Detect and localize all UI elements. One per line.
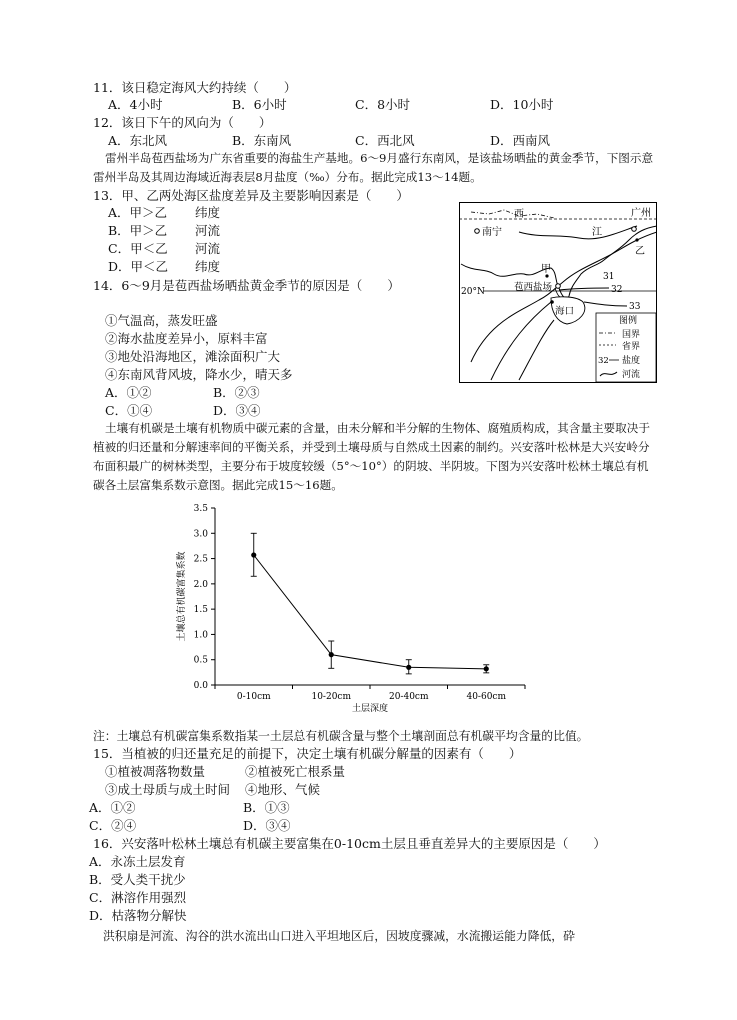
q16-option-c[interactable]: C．淋溶作用强烈 — [89, 890, 187, 905]
y-tick-label: 1.0 — [193, 630, 208, 641]
q13-option-d[interactable] — [108, 259, 221, 275]
q13-option-b-relation: B．甲＞乙 — [108, 223, 168, 238]
q14-option-d[interactable]: D．③④ — [213, 403, 261, 418]
x-tick-label: 40-60cm — [466, 692, 507, 702]
soil-carbon-chart — [170, 500, 540, 725]
q15-option-c[interactable]: C．②④ — [89, 818, 137, 833]
passage-saltfield: 雷州半岛苞西盐场为广东省重要的海盐生产基地。6～9月盛行东南风，是该盐场晒盐的黄金季节，下图示意雷州半岛及其周边海域近海表层8月盐度（‰）分布。据此完成13～14题。 — [93, 151, 654, 184]
q13-option-c[interactable] — [108, 241, 221, 257]
y-tick-label: 3.0 — [193, 529, 208, 540]
map-legend — [596, 313, 656, 382]
q11-option-a[interactable]: A．4小时 — [108, 97, 163, 112]
legend-salinity-label: 盐度 — [622, 356, 641, 366]
q14-item-2: ②海水盐度差异小，原料丰富 — [105, 331, 268, 346]
q11-option-c[interactable]: C．8小时 — [355, 97, 411, 112]
q15-option-a[interactable]: A．①② — [89, 800, 136, 815]
label-31: 31 — [603, 272, 615, 282]
q15-item-1: ①植被凋落物数量 — [105, 764, 206, 779]
y-tick-label: 0.5 — [193, 655, 208, 666]
q14-option-b[interactable]: B．②③ — [213, 385, 260, 400]
label-jia: 甲 — [541, 264, 551, 275]
q11-option-d[interactable]: D．10小时 — [490, 97, 554, 112]
label-yi: 乙 — [635, 246, 645, 257]
q14-item-1: ①气温高，蒸发旺盛 — [105, 313, 218, 328]
q12-option-d[interactable]: D．西南风 — [490, 133, 551, 148]
q13-option-c-relation: C．甲＜乙 — [108, 241, 168, 256]
q15-option-d[interactable]: D．③④ — [243, 818, 291, 833]
nanning-point — [475, 229, 480, 234]
legend-salinity-sample: 32 — [598, 356, 609, 366]
label-saltfield: 苞西盐场 — [514, 282, 553, 293]
q16-option-d[interactable]: D．枯落物分解快 — [89, 908, 187, 923]
data-point — [484, 666, 489, 671]
label-haikou: 海口 — [555, 306, 575, 317]
label-guangzhou: 广州 — [631, 208, 651, 219]
x-tick-label: 10-20cm — [311, 692, 352, 702]
q13-stem: 13．甲、乙两处海区盐度差异及主要影响因素是（ ） — [93, 188, 409, 203]
chart-note: 注：土壤总有机碳富集系数指某一土层总有机碳含量与整个土壤剖面总有机碳平均含量的比值。 — [93, 729, 589, 743]
label-33: 33 — [629, 302, 641, 312]
q11-stem: 11．该日稳定海风大约持续（ ） — [93, 80, 297, 95]
yi-point — [635, 238, 638, 241]
q14-item-3: ③地处沿海地区，滩涂面积广大 — [105, 349, 281, 364]
q15-stem: 15．当植被的归还量充足的前提下，决定土壤有机碳分解量的因素有（ ） — [93, 746, 522, 761]
legend-title: 图例 — [619, 316, 638, 326]
guangzhou-point — [632, 227, 637, 232]
q13-option-d-factor: 纬度 — [195, 259, 221, 274]
legend-river-label: 河流 — [622, 370, 641, 380]
haikou-point — [550, 300, 554, 304]
data-point — [329, 652, 334, 657]
q13-option-b-factor: 河流 — [195, 223, 221, 238]
q16-option-b[interactable]: B．受人类干扰少 — [89, 872, 186, 887]
data-point — [251, 552, 256, 557]
passage-alluvial-fan: 洪积扇是河流、沟谷的洪水流出山口进入平坦地区后，因坡度骤减，水流搬运能力降低，砕 — [103, 929, 575, 943]
q12-option-a[interactable]: A．东北风 — [108, 133, 168, 148]
q15-option-b[interactable]: B．①③ — [243, 800, 290, 815]
data-point — [406, 665, 411, 670]
legend-national-label: 国界 — [622, 330, 641, 340]
q13-option-a-factor: 纬度 — [195, 205, 221, 220]
q14-option-a[interactable]: A．①② — [105, 385, 152, 400]
q16-option-a[interactable]: A．永冻土层发育 — [89, 854, 186, 869]
label-32: 32 — [611, 285, 623, 295]
q14-item-4: ④东南风背风坡，降水少，晴天多 — [105, 367, 293, 382]
series-line — [254, 555, 487, 669]
q13-option-c-factor: 河流 — [195, 241, 221, 256]
q16-stem: 16．兴安落叶松林土壤总有机碳主要富集在0-10cm土层且垂直差异大的主要原因是（ ） — [93, 836, 606, 851]
label-jiang: 江 — [592, 227, 602, 238]
q12-stem: 12．该日下午的风向为（ ） — [93, 115, 272, 130]
q15-item-4: ④地形、气候 — [245, 782, 321, 797]
label-nanning: 南宁 — [482, 227, 502, 238]
y-tick-label: 1.5 — [193, 605, 208, 616]
q13-option-d-relation: D．甲＜乙 — [108, 259, 169, 274]
legend-provincial-label: 省界 — [622, 342, 641, 352]
q14-option-c[interactable]: C．①④ — [105, 403, 153, 418]
y-axis-title: 土壤总有机碳富集系数 — [177, 551, 187, 642]
x-tick-label: 20-40cm — [388, 692, 429, 702]
y-tick-label: 2.0 — [193, 579, 208, 590]
y-tick-label: 0.0 — [193, 681, 208, 691]
q15-item-3: ③成土母质与成土时间 — [105, 782, 231, 797]
x-axis-title: 土层深度 — [351, 704, 389, 714]
q15-item-2: ②植被死亡根系量 — [245, 764, 346, 779]
label-xi: 西 — [514, 209, 524, 220]
label-20n: 20°N — [461, 287, 485, 297]
y-tick-label: 3.5 — [193, 504, 208, 514]
q12-option-c[interactable]: C．西北风 — [355, 133, 415, 148]
q11-option-b[interactable]: B．6小时 — [232, 97, 287, 112]
x-tick-label: 0-10cm — [236, 692, 271, 702]
q13-option-a[interactable] — [108, 205, 221, 221]
y-tick-label: 2.5 — [193, 554, 208, 565]
passage-soil-carbon: 土壤有机碳是土壤有机物质中碳元素的含量，由未分解和半分解的生物体、腐殖质构成，其含量主要取决于植被的归还量和分解速率间的平衡关系，并受到土壤母质与自然成土因素的制约。兴安落叶松林是大兴安岭分布面积最广的树林类型，主要分布于坡度较缓（5°～10°）的阴坡、半阴坡。下图为兴安落叶松林土壤总有机碳各土层富集系数示意图。据此完成15～16题。 — [93, 421, 650, 492]
q13-option-b[interactable] — [108, 223, 221, 239]
saltfield-point — [556, 284, 561, 289]
q14-stem: 14．6～9月是苞西盐场晒盐黄金季节的原因是（ ） — [93, 278, 400, 293]
salinity-map — [459, 202, 657, 383]
q12-option-b[interactable]: B．东南风 — [232, 133, 292, 148]
q13-option-a-relation: A．甲＞乙 — [108, 205, 168, 220]
